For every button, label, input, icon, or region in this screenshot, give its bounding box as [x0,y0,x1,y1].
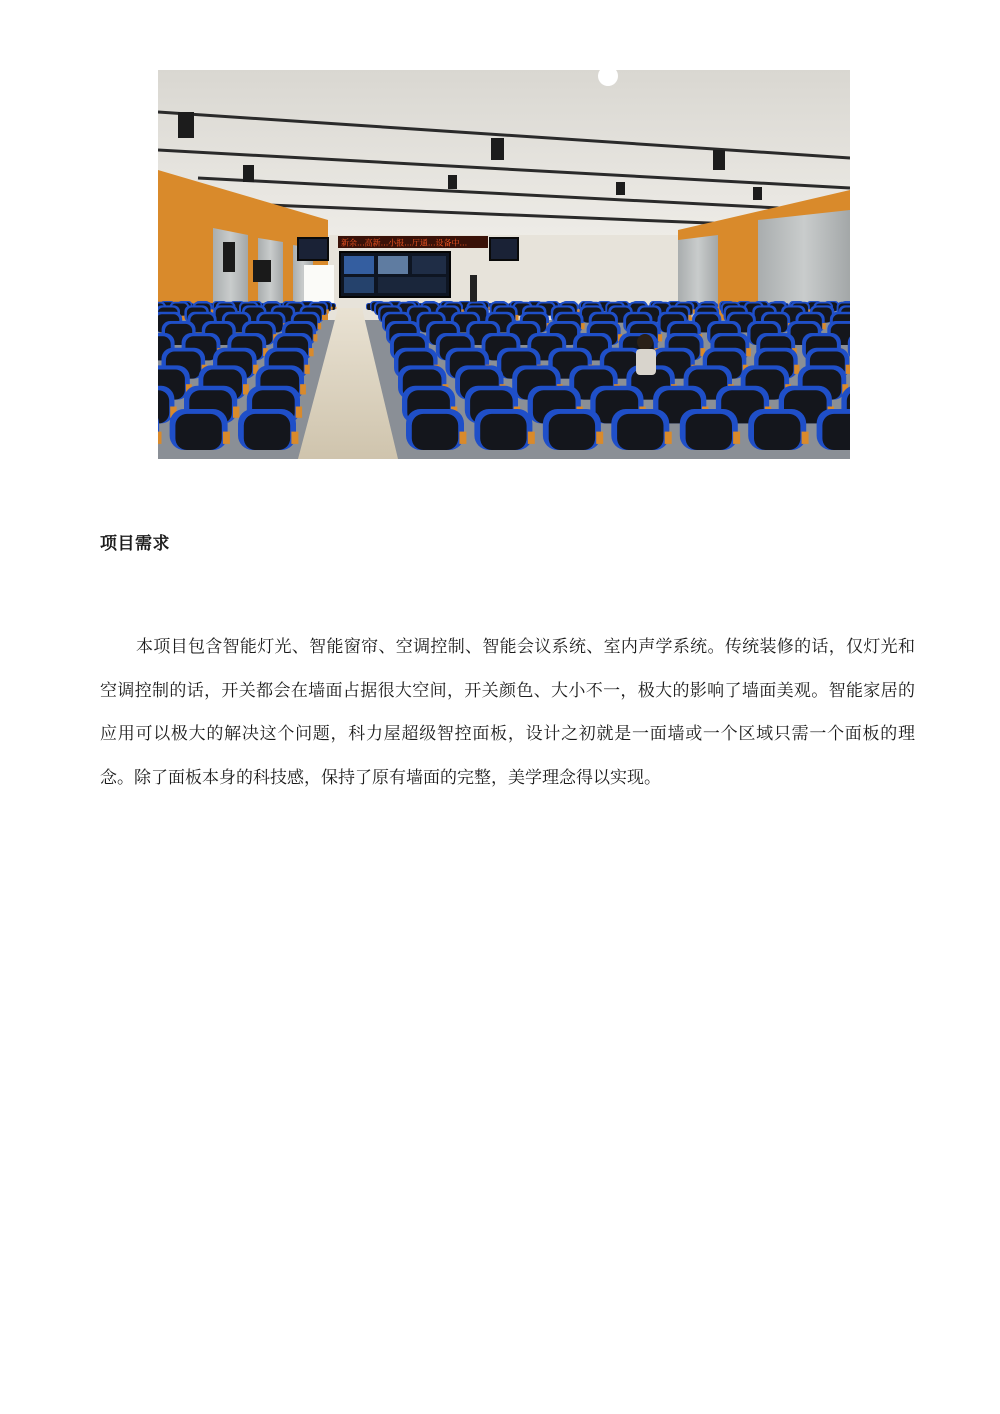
auditorium-photo [158,70,850,459]
auditorium-illustration [158,70,850,459]
seat-back [686,414,732,450]
seat-armrest [665,432,672,444]
seat-back [754,414,800,450]
seat-armrest [326,309,328,313]
seat-armrest [528,432,535,444]
seat-back [158,390,169,423]
seat-armrest [658,334,662,341]
seat-armrest [233,407,239,418]
seat-armrest [322,315,325,320]
seat-back [175,414,221,450]
seat-armrest [318,323,322,329]
seat-armrest [846,365,850,374]
seat-back [617,414,663,450]
right-monitor [490,238,518,260]
seat-armrest [335,307,336,309]
seat-back [244,414,290,450]
seat-armrest [802,432,809,444]
section-paragraph: 本项目包含智能灯光、智能窗帘、空调控制、智能会议系统、室内声学系统。传统装修的话，仅灯光和空调控制的话，开关都会在墙面占据很大空间，开关颜色、大小不一，极大的影响了墙面美观。智能家居的应用可以极大的解决这个问题，科力屋超级智控面板，设计之初就是一面墙或一个区域只需一个面板的理念。除了面板本身的科技感，保持了原有墙面的完整，美学理念得以实现。 [100,637,915,788]
seat-armrest [223,432,230,444]
seat-armrest [596,432,603,444]
seat-back [412,414,458,450]
seat-armrest [300,384,306,394]
seat-armrest [331,307,333,310]
seat-back [480,414,526,450]
seat-armrest [581,323,585,329]
seat-armrest [309,348,314,356]
seat-armrest [516,315,519,320]
seat-armrest [158,432,162,444]
seat-armrest [733,432,740,444]
seat-back [822,414,850,450]
seat-armrest [243,384,249,394]
seat-armrest [291,432,298,444]
seat-armrest [305,365,310,374]
section-heading: 项目需求 [100,534,170,554]
left-monitor [298,238,328,260]
led-banner-text: 新余...高新...小报...厅通...设备中... [341,238,468,248]
seat-armrest [822,323,826,329]
seat-back [549,414,595,450]
seat-armrest [296,407,302,418]
standing-person [470,275,477,305]
seat-armrest [459,432,466,444]
seat-armrest [313,334,317,341]
seat-armrest [746,348,751,356]
seat-armrest [688,315,691,320]
seat-armrest [794,365,799,374]
